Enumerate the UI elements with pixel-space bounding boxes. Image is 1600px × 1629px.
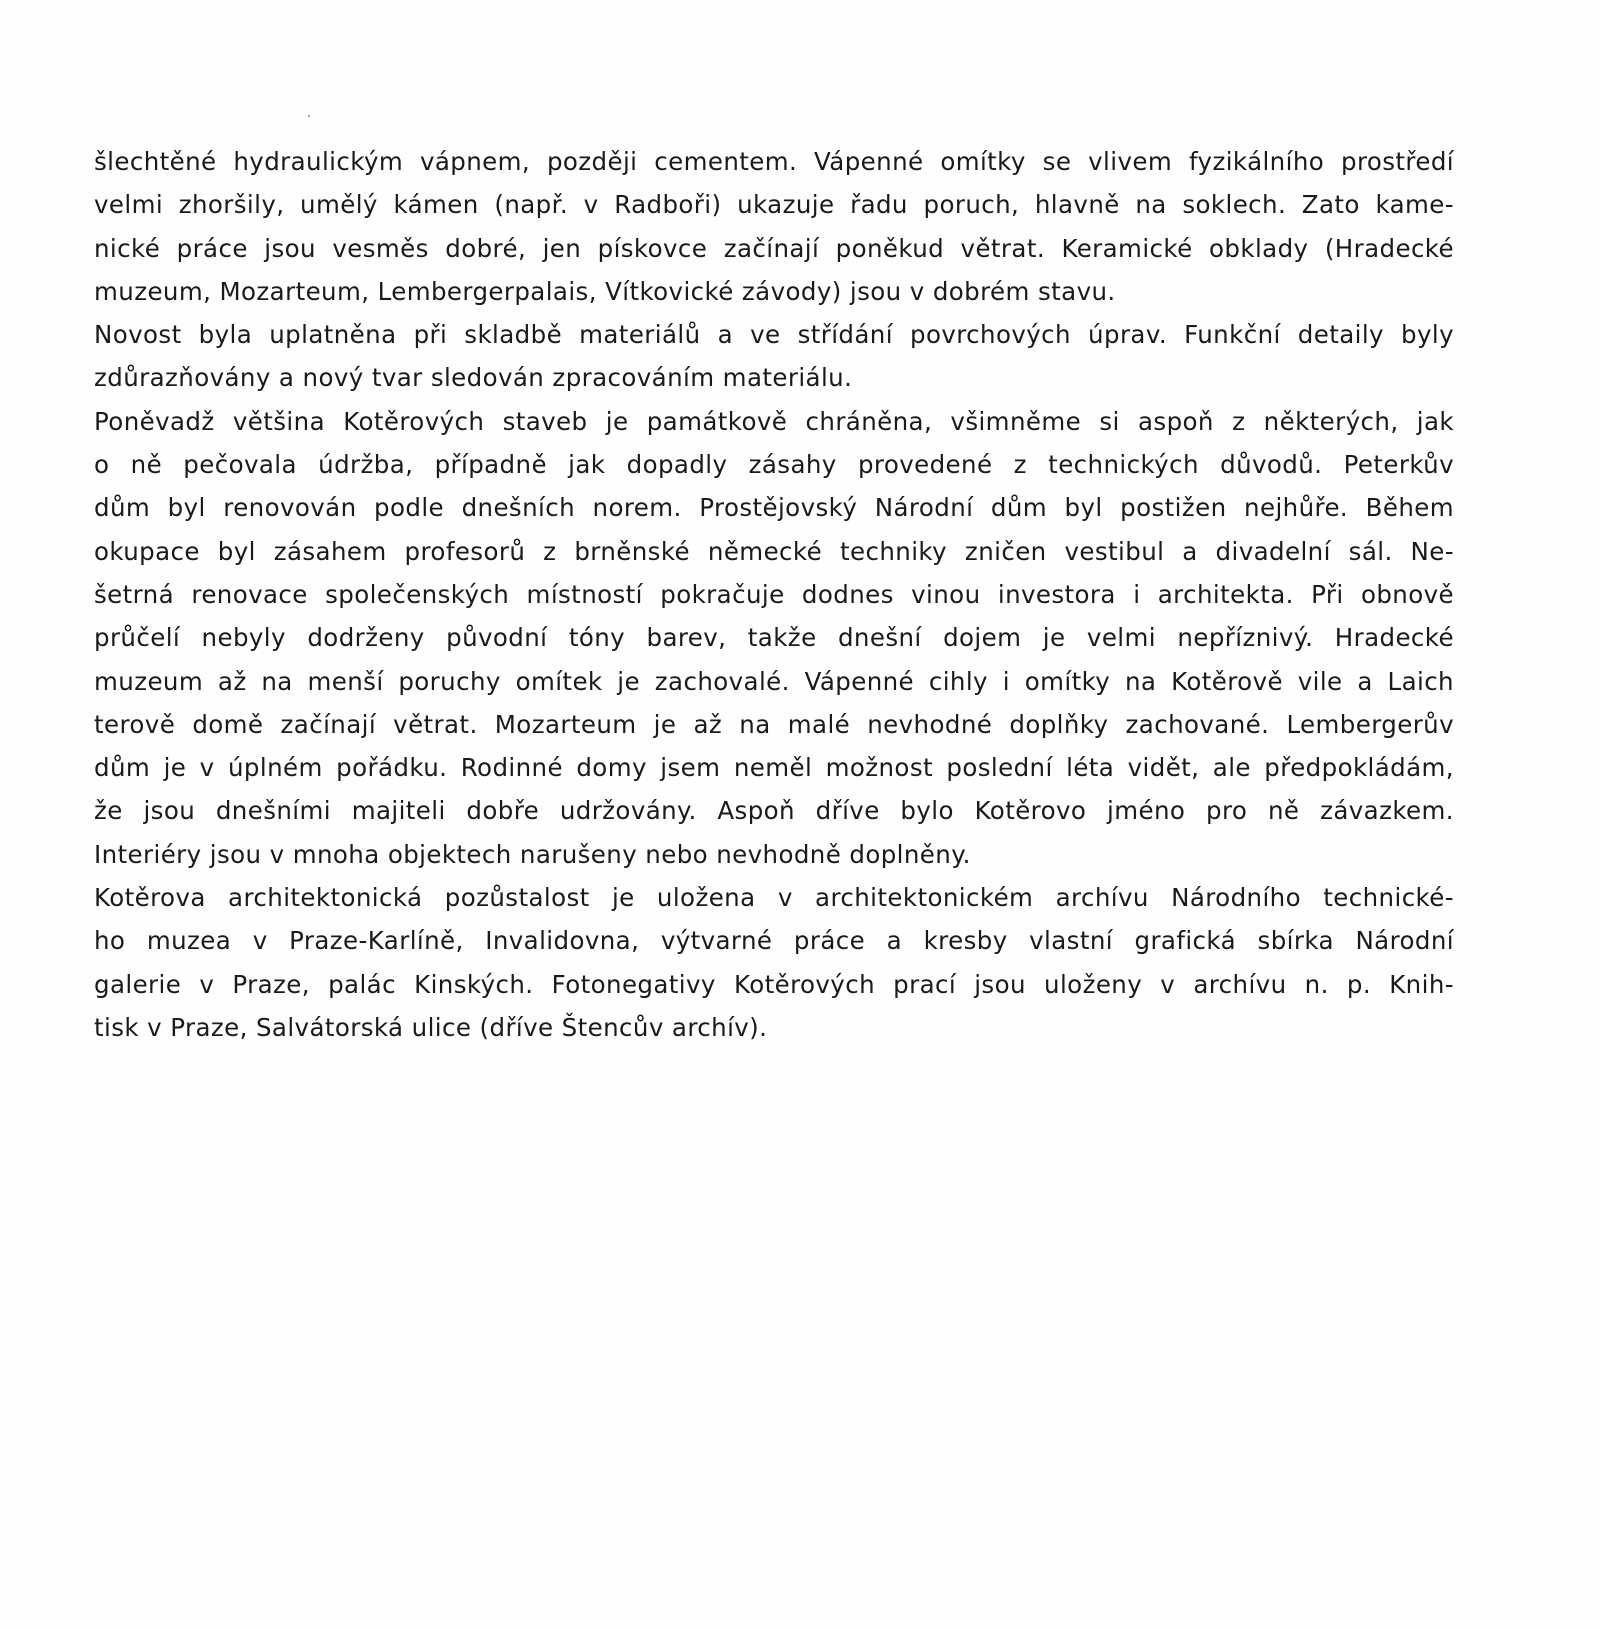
text-line-20: galerie v Praze, palác Kinských. Fotonegativy Kotěrových prací jsou uloženy v archívu n. p. Knih- — [94, 969, 1454, 999]
text-line-9: dům byl renovován podle dnešních norem. Prostějovský Národní dům byl postižen nejhůře. Během — [94, 493, 1454, 523]
text-line-21: tisk v Praze, Salvátorská ulice (dříve Štencův archív). — [94, 1012, 768, 1042]
text-line-10: okupace byl zásahem profesorů z brněnské německé techniky zničen vestibul a divadelní sál. Ne- — [94, 536, 1454, 566]
text-line-7: Poněvadž většina Kotěrových staveb je památkově chráněna, všimněme si aspoň z některých, jak — [94, 406, 1454, 436]
text-line-3: nické práce jsou vesměs dobré, jen pískovce začínají poněkud větrat. Keramické obklady (Hradecké — [94, 233, 1454, 263]
text-line-14: terově domě začínají větrat. Mozarteum je až na malé nevhodné doplňky zachované. Lembergerův — [94, 709, 1454, 739]
text-line-6: zdůrazňovány a nový tvar sledován zpracováním materiálu. — [94, 363, 853, 393]
text-line-16: že jsou dnešními majiteli dobře udržovány. Aspoň dříve bylo Kotěrovo jméno pro ně závazkem. — [94, 796, 1454, 826]
text-line-4: muzeum, Mozarteum, Lembergerpalais, Vítkovické závody) jsou v dobrém stavu. — [94, 276, 1116, 306]
text-line-8: o ně pečovala údržba, případně jak dopadly zásahy provedené z technických důvodů. Peterkův — [94, 450, 1454, 480]
text-line-5: Novost byla uplatněna při skladbě materiálů a ve střídání povrchových úprav. Funkční detaily byly — [94, 320, 1454, 350]
text-line-1: šlechtěné hydraulickým vápnem, později cementem. Vápenné omítky se vlivem fyzikálního prostředí — [94, 147, 1454, 176]
text-line-19: ho muzea v Praze-Karlíně, Invalidovna, výtvarné práce a kresby vlastní grafická sbírka Národní — [94, 926, 1454, 956]
text-line-17: Interiéry jsou v mnoha objektech narušeny nebo nevhodně doplněny. — [94, 839, 971, 869]
text-line-15: dům je v úplném pořádku. Rodinné domy jsem neměl možnost poslední léta vidět, ale předpokládám, — [94, 753, 1454, 783]
text-line-2: velmi zhoršily, umělý kámen (např. v Radboři) ukazuje řadu poruch, hlavně na soklech. Zato kame- — [94, 190, 1454, 220]
text-line-11: šetrná renovace společenských místností pokračuje dodnes vinou investora i architekta. Při obnově — [94, 579, 1454, 609]
body-text — [94, 140, 1454, 1049]
text-line-13: muzeum až na menší poruchy omítek je zachovalé. Vápenné cihly i omítky na Kotěrově vile a Laich — [94, 666, 1454, 696]
scan-speck — [308, 115, 310, 117]
text-line-18: Kotěrova architektonická pozůstalost je uložena v architektonickém archívu Národního technické- — [94, 883, 1454, 913]
text-line-12: průčelí nebyly dodrženy původní tóny barev, takže dnešní dojem je velmi nepříznivý. Hradecké — [94, 623, 1454, 653]
